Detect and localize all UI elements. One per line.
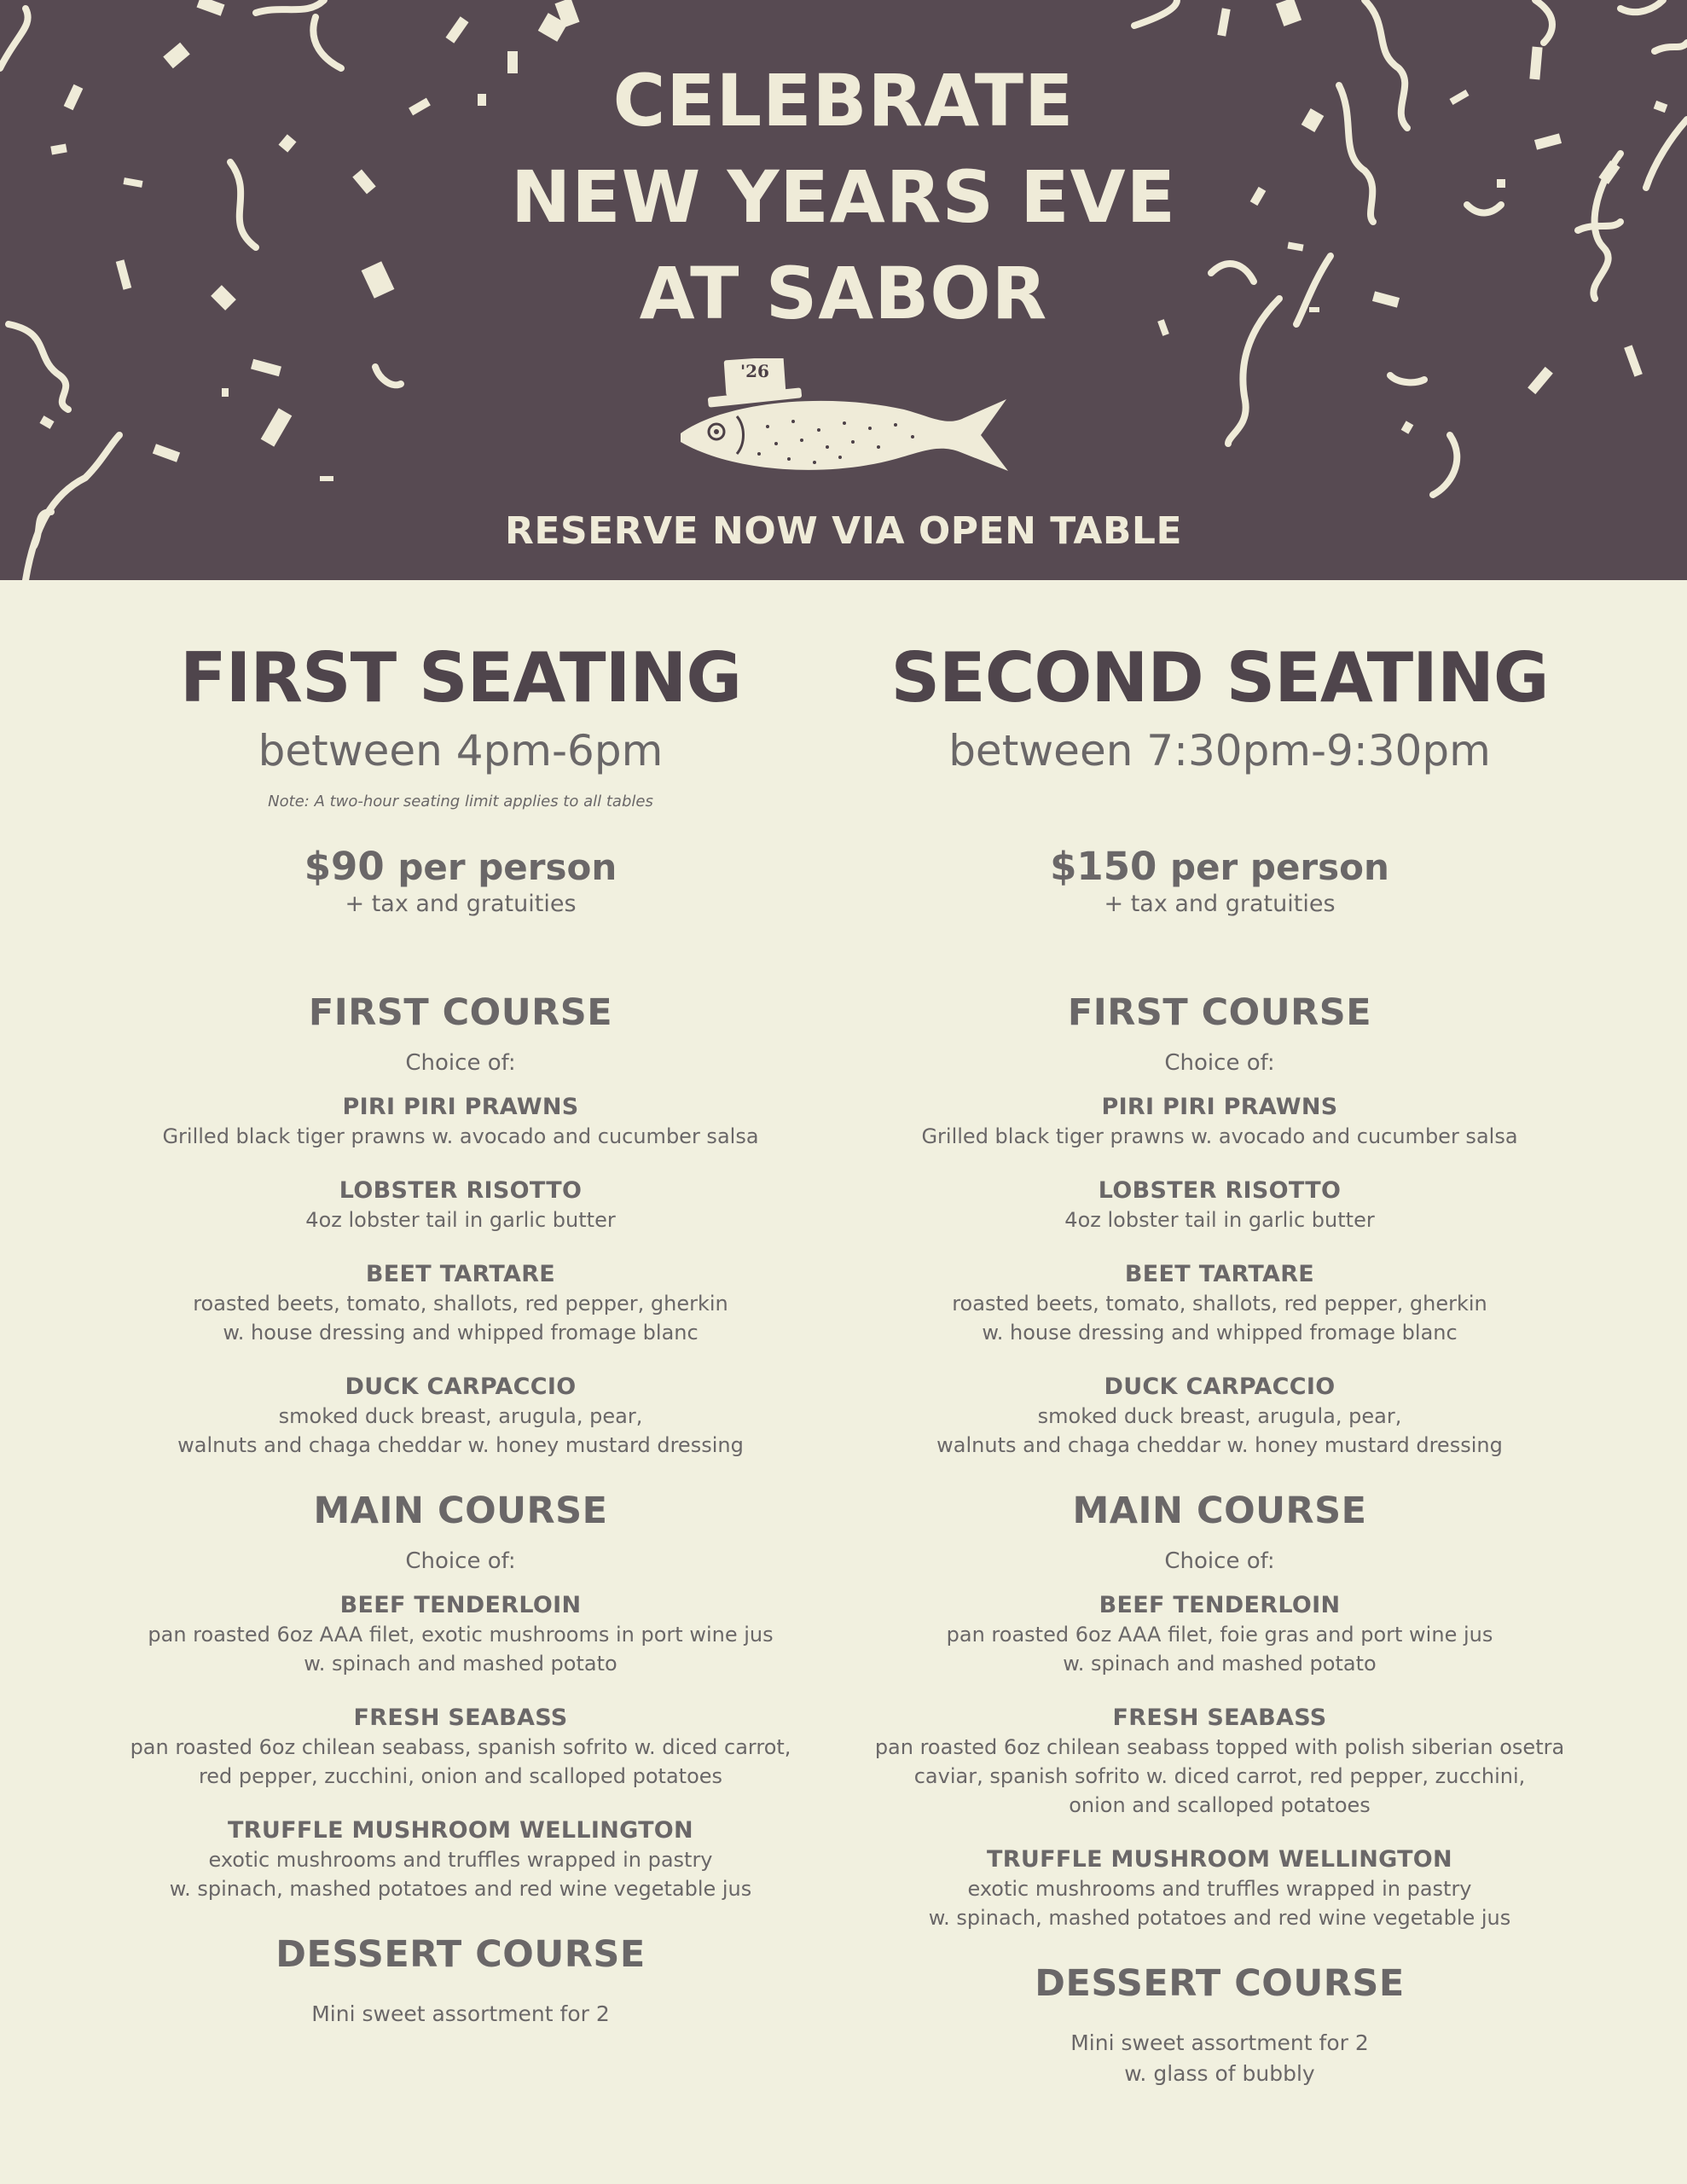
seating-time: between 4pm-6pm xyxy=(258,726,664,775)
dish-name: TRUFFLE MUSHROOM WELLINGTON xyxy=(987,1846,1452,1873)
menu-item xyxy=(836,1260,1603,1347)
dish-description: Grilled black tiger prawns w. avocado and cucumber salsa xyxy=(162,1124,759,1148)
menu-item xyxy=(836,1591,1603,1678)
menu-item xyxy=(77,1816,844,1903)
second-seating-column xyxy=(836,631,1603,2089)
menu-item xyxy=(836,1093,1603,1151)
seating-note: Note: A two-hour seating limit applies to all tables xyxy=(268,793,653,810)
reserve-link[interactable]: RESERVE NOW VIA OPEN TABLE xyxy=(505,509,1182,553)
dish-description: roasted beets, tomato, shallots, red pepper, gherkin w. house dressing and whipped fromage blanc xyxy=(952,1292,1487,1345)
price xyxy=(836,845,1603,890)
dish-description: 4oz lobster tail in garlic butter xyxy=(305,1208,616,1232)
dish-name: FRESH SEABASS xyxy=(353,1705,568,1731)
dish-name: PIRI PIRI PRAWNS xyxy=(342,1094,579,1120)
main-course-title: MAIN COURSE xyxy=(313,1490,608,1532)
dish-description: smoked duck breast, arugula, pear, walnuts and chaga cheddar w. honey mustard dressing xyxy=(936,1404,1503,1457)
first-course-title: FIRST COURSE xyxy=(308,991,613,1034)
menu-item xyxy=(836,1704,1603,1820)
menu-item xyxy=(77,1260,844,1347)
dish-description: exotic mushrooms and truffles wrapped in pastry w. spinach, mashed potatoes and red wine vegetable jus xyxy=(169,1848,752,1901)
price-amount: $150 xyxy=(1050,844,1157,889)
menu-item xyxy=(77,1591,844,1678)
dish-description: pan roasted 6oz AAA filet, exotic mushrooms in port wine jus w. spinach and mashed potato xyxy=(148,1623,774,1676)
dish-name: BEET TARTARE xyxy=(1124,1261,1315,1287)
dish-name: TRUFFLE MUSHROOM WELLINGTON xyxy=(228,1817,693,1844)
dish-description: roasted beets, tomato, shallots, red pepper, gherkin w. house dressing and whipped fromage blanc xyxy=(193,1292,728,1345)
dish-name: DUCK CARPACCIO xyxy=(345,1374,577,1400)
dish-name: BEET TARTARE xyxy=(365,1261,556,1287)
choice-label: Choice of: xyxy=(405,1548,516,1574)
menu-item xyxy=(836,1845,1603,1932)
dish-description: Grilled black tiger prawns w. avocado and cucumber salsa xyxy=(921,1124,1518,1148)
headline xyxy=(0,53,1687,342)
dish-description: pan roasted 6oz chilean seabass, spanish sofrito w. diced carrot, red pepper, zucchini, onion and scalloped potatoes xyxy=(130,1735,791,1788)
seating-time: between 7:30pm-9:30pm xyxy=(948,726,1491,775)
menu-item xyxy=(77,1093,844,1151)
choice-label: Choice of: xyxy=(1164,1548,1275,1574)
dish-name: BEEF TENDERLOIN xyxy=(1099,1592,1341,1618)
dessert-course-title: DESSERT COURSE xyxy=(275,1933,646,1976)
dessert-course-title: DESSERT COURSE xyxy=(1035,1962,1405,2005)
dessert-description: Mini sweet assortment for 2 xyxy=(311,2001,610,2026)
first-course-title: FIRST COURSE xyxy=(1067,991,1372,1034)
header-banner xyxy=(0,0,1687,580)
dish-name: DUCK CARPACCIO xyxy=(1104,1374,1336,1400)
price-amount: $90 xyxy=(304,844,385,889)
hat-year-label: '26 xyxy=(740,361,769,381)
price-subtext: + tax and gratuities xyxy=(345,891,577,917)
dish-name: BEEF TENDERLOIN xyxy=(339,1592,582,1618)
dish-name: FRESH SEABASS xyxy=(1112,1705,1327,1731)
price-unit: per person xyxy=(1170,846,1389,888)
seating-note xyxy=(836,785,1603,819)
main-course-title: MAIN COURSE xyxy=(1072,1490,1367,1532)
headline-line-3: AT SABOR xyxy=(639,252,1048,335)
headline-line-1: CELEBRATE xyxy=(612,59,1075,142)
choice-label: Choice of: xyxy=(1164,1050,1275,1076)
dish-name: LOBSTER RISOTTO xyxy=(339,1177,583,1204)
seating-title: FIRST SEATING xyxy=(180,638,741,717)
dish-description: pan roasted 6oz chilean seabass topped with polish siberian osetra caviar, spanish sofrito w. diced carrot, red pepper, zucchini, onion and scalloped potatoes xyxy=(874,1735,1565,1817)
menu-item xyxy=(836,1373,1603,1460)
price xyxy=(77,845,844,890)
menu-item xyxy=(77,1176,844,1234)
price-unit: per person xyxy=(397,846,617,888)
dish-description: pan roasted 6oz AAA filet, foie gras and port wine jus w. spinach and mashed potato xyxy=(946,1623,1493,1676)
menu-item xyxy=(77,1373,844,1460)
price-subtext: + tax and gratuities xyxy=(1104,891,1336,917)
dish-description: exotic mushrooms and truffles wrapped in pastry w. spinach, mashed potatoes and red wine vegetable jus xyxy=(928,1877,1511,1930)
choice-label: Choice of: xyxy=(405,1050,516,1076)
menu-item xyxy=(836,1176,1603,1234)
seating-title: SECOND SEATING xyxy=(890,638,1549,717)
first-seating-column xyxy=(77,631,844,2030)
dish-description: smoked duck breast, arugula, pear, walnuts and chaga cheddar w. honey mustard dressing xyxy=(177,1404,744,1457)
dish-name: LOBSTER RISOTTO xyxy=(1098,1177,1342,1204)
dish-name: PIRI PIRI PRAWNS xyxy=(1101,1094,1338,1120)
dish-description: 4oz lobster tail in garlic butter xyxy=(1064,1208,1375,1232)
dessert-description: Mini sweet assortment for 2 w. glass of bubbly xyxy=(1070,2030,1369,2086)
menu-item xyxy=(77,1704,844,1791)
headline-line-2: NEW YEARS EVE xyxy=(511,155,1176,239)
